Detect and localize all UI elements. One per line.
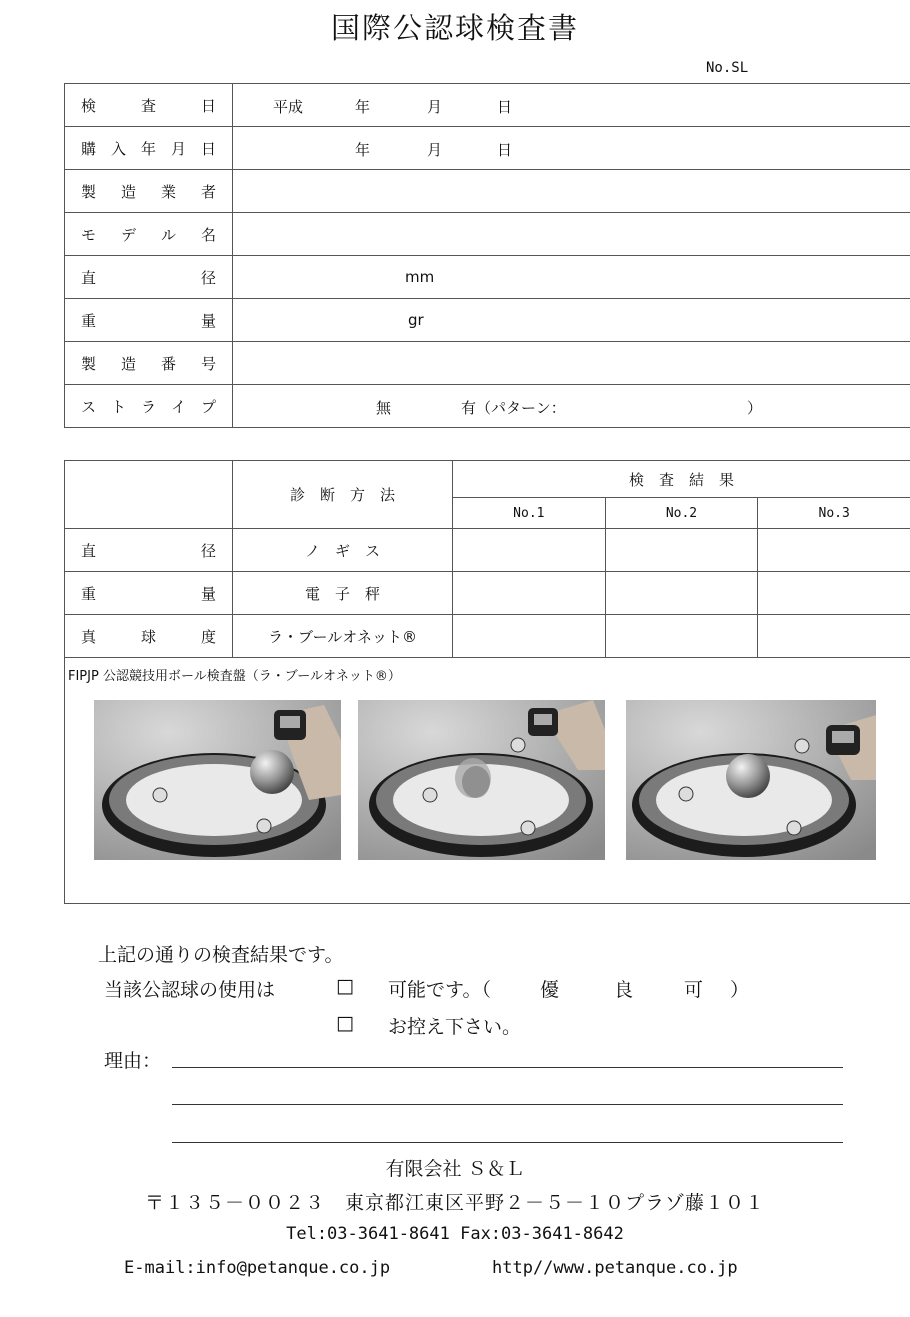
inspection-row	[65, 529, 910, 572]
result-cell-no-2[interactable]	[605, 615, 758, 658]
value-text: 日	[497, 141, 513, 159]
value-text: 平成	[273, 98, 304, 116]
label-char: 製	[81, 182, 97, 201]
value-text: gr	[408, 311, 424, 329]
info-row-label	[65, 84, 233, 127]
grade-excellent: 優	[540, 979, 560, 1001]
info-row	[65, 213, 910, 256]
company-tel-fax: Tel:03-3641-8641 Fax:03-3641-8642	[286, 1224, 624, 1244]
page-title: 国際公認球検査書	[330, 11, 579, 45]
info-row-value[interactable]	[233, 385, 910, 428]
label-char: プ	[200, 397, 216, 416]
info-row-value[interactable]	[233, 299, 910, 342]
label-char: 造	[120, 354, 136, 373]
inspection-method: 電 子 秤	[233, 572, 453, 615]
value-text: 年	[355, 141, 371, 159]
inspection-method: ラ・ブールオネット®	[233, 615, 453, 658]
photo-caption: FIPJP 公認競技用ボール検査盤（ラ・ブールオネット®）	[68, 669, 401, 684]
inspection-photo-3	[626, 700, 876, 860]
value-text: mm	[405, 268, 435, 286]
label-char: 日	[200, 96, 216, 115]
label-char: 名	[200, 225, 216, 244]
label-char: デ	[120, 225, 136, 244]
value-text: 有（パターン：	[461, 399, 566, 417]
option-close-paren: ）	[730, 979, 750, 1001]
label-char: 重	[81, 311, 97, 330]
inspection-row-label	[65, 529, 233, 572]
company-name: 有限会社 Ｓ＆Ｌ	[385, 1158, 525, 1180]
inspection-photo-1	[94, 700, 341, 860]
label-char: 直	[81, 268, 97, 287]
label-char: 真	[81, 627, 97, 646]
info-row	[65, 127, 910, 170]
result-cell-no-3[interactable]	[758, 529, 910, 572]
company-email[interactable]: E-mail:info@petanque.co.jp	[124, 1258, 391, 1278]
label-char: ラ	[140, 397, 156, 416]
value-text: 月	[427, 98, 443, 116]
label-char: 検	[81, 96, 97, 115]
reason-line-2	[172, 1104, 843, 1105]
inspection-row	[65, 615, 910, 658]
label-char: 量	[200, 584, 216, 603]
grade-good: 良	[614, 979, 634, 1001]
info-row-value[interactable]	[233, 256, 910, 299]
info-row-value[interactable]	[233, 213, 910, 256]
result-cell-no-1[interactable]	[453, 572, 606, 615]
label-char: 者	[200, 182, 216, 201]
result-cell-no-2[interactable]	[605, 529, 758, 572]
info-row-label	[65, 342, 233, 385]
info-row-label	[65, 127, 233, 170]
info-row	[65, 342, 910, 385]
method-header: 診 断 方 法	[233, 461, 453, 529]
inspection-method: ノ ギ ス	[233, 529, 453, 572]
info-row	[65, 84, 910, 127]
info-row-label	[65, 385, 233, 428]
info-row	[65, 385, 910, 428]
label-char: 度	[200, 627, 216, 646]
value-text: 年	[355, 98, 371, 116]
result-cell-no-3[interactable]	[758, 615, 910, 658]
label-char: 径	[200, 268, 216, 287]
result-no-2: No.2	[605, 498, 758, 529]
label-char: 入	[110, 139, 126, 158]
checkbox-usable[interactable]: □	[336, 975, 354, 997]
option-refrain: お控え下さい。	[388, 1016, 522, 1038]
use-label: 当該公認球の使用は	[104, 979, 276, 1001]
value-text: ）	[747, 399, 763, 417]
info-row-label	[65, 213, 233, 256]
inspection-corner-cell	[65, 461, 233, 529]
inspection-table	[64, 460, 910, 658]
info-row-label	[65, 170, 233, 213]
label-char: イ	[170, 397, 186, 416]
inspection-row-label	[65, 615, 233, 658]
info-row-value[interactable]	[233, 342, 910, 385]
info-row	[65, 256, 910, 299]
grade-fair: 可	[684, 979, 704, 1001]
label-char: モ	[81, 225, 97, 244]
label-char: 購	[81, 139, 97, 158]
checkbox-refrain[interactable]: □	[336, 1012, 354, 1034]
label-char: 月	[170, 139, 186, 158]
company-address: 〒１３５－００２３ 東京都江東区平野２－５－１０プラゾ藤１０１	[144, 1192, 765, 1214]
info-row	[65, 299, 910, 342]
value-text: 月	[427, 141, 443, 159]
label-char: 業	[160, 182, 176, 201]
label-char: 量	[200, 311, 216, 330]
inspection-photo-2	[358, 700, 605, 860]
reason-line-3	[172, 1142, 843, 1143]
results-header: 検 査 結 果	[453, 461, 910, 498]
info-table	[64, 83, 910, 428]
value-text: 日	[497, 98, 513, 116]
value-text: 無	[376, 399, 392, 417]
label-char: ル	[160, 225, 176, 244]
label-char: 日	[200, 139, 216, 158]
info-row-label	[65, 256, 233, 299]
label-char: 球	[140, 627, 156, 646]
label-char: ス	[81, 397, 97, 416]
result-cell-no-1[interactable]	[453, 529, 606, 572]
info-row-value[interactable]	[233, 84, 910, 127]
label-char: 製	[81, 354, 97, 373]
result-cell-no-2[interactable]	[605, 572, 758, 615]
info-row-value[interactable]	[233, 170, 910, 213]
label-char: 造	[120, 182, 136, 201]
result-cell-no-3[interactable]	[758, 572, 910, 615]
label-char: 重	[81, 584, 97, 603]
reason-line-1	[172, 1067, 843, 1068]
result-no-1: No.1	[453, 498, 606, 529]
result-statement: 上記の通りの検査結果です。	[98, 944, 344, 966]
label-char: 直	[81, 541, 97, 560]
company-url[interactable]: http//www.petanque.co.jp	[492, 1258, 738, 1278]
result-cell-no-1[interactable]	[453, 615, 606, 658]
result-no-3: No.3	[758, 498, 910, 529]
label-char: 査	[140, 96, 156, 115]
option-usable: 可能です。（	[388, 979, 491, 1001]
info-row	[65, 170, 910, 213]
document-number: No.SL	[706, 60, 749, 76]
reason-label: 理由：	[104, 1050, 162, 1072]
inspection-row	[65, 572, 910, 615]
label-char: ト	[110, 397, 126, 416]
inspection-row-label	[65, 572, 233, 615]
label-char: 年	[140, 139, 156, 158]
label-char: 径	[200, 541, 216, 560]
label-char: 号	[200, 354, 216, 373]
label-char: 番	[160, 354, 176, 373]
info-row-label	[65, 299, 233, 342]
info-row-value[interactable]	[233, 127, 910, 170]
